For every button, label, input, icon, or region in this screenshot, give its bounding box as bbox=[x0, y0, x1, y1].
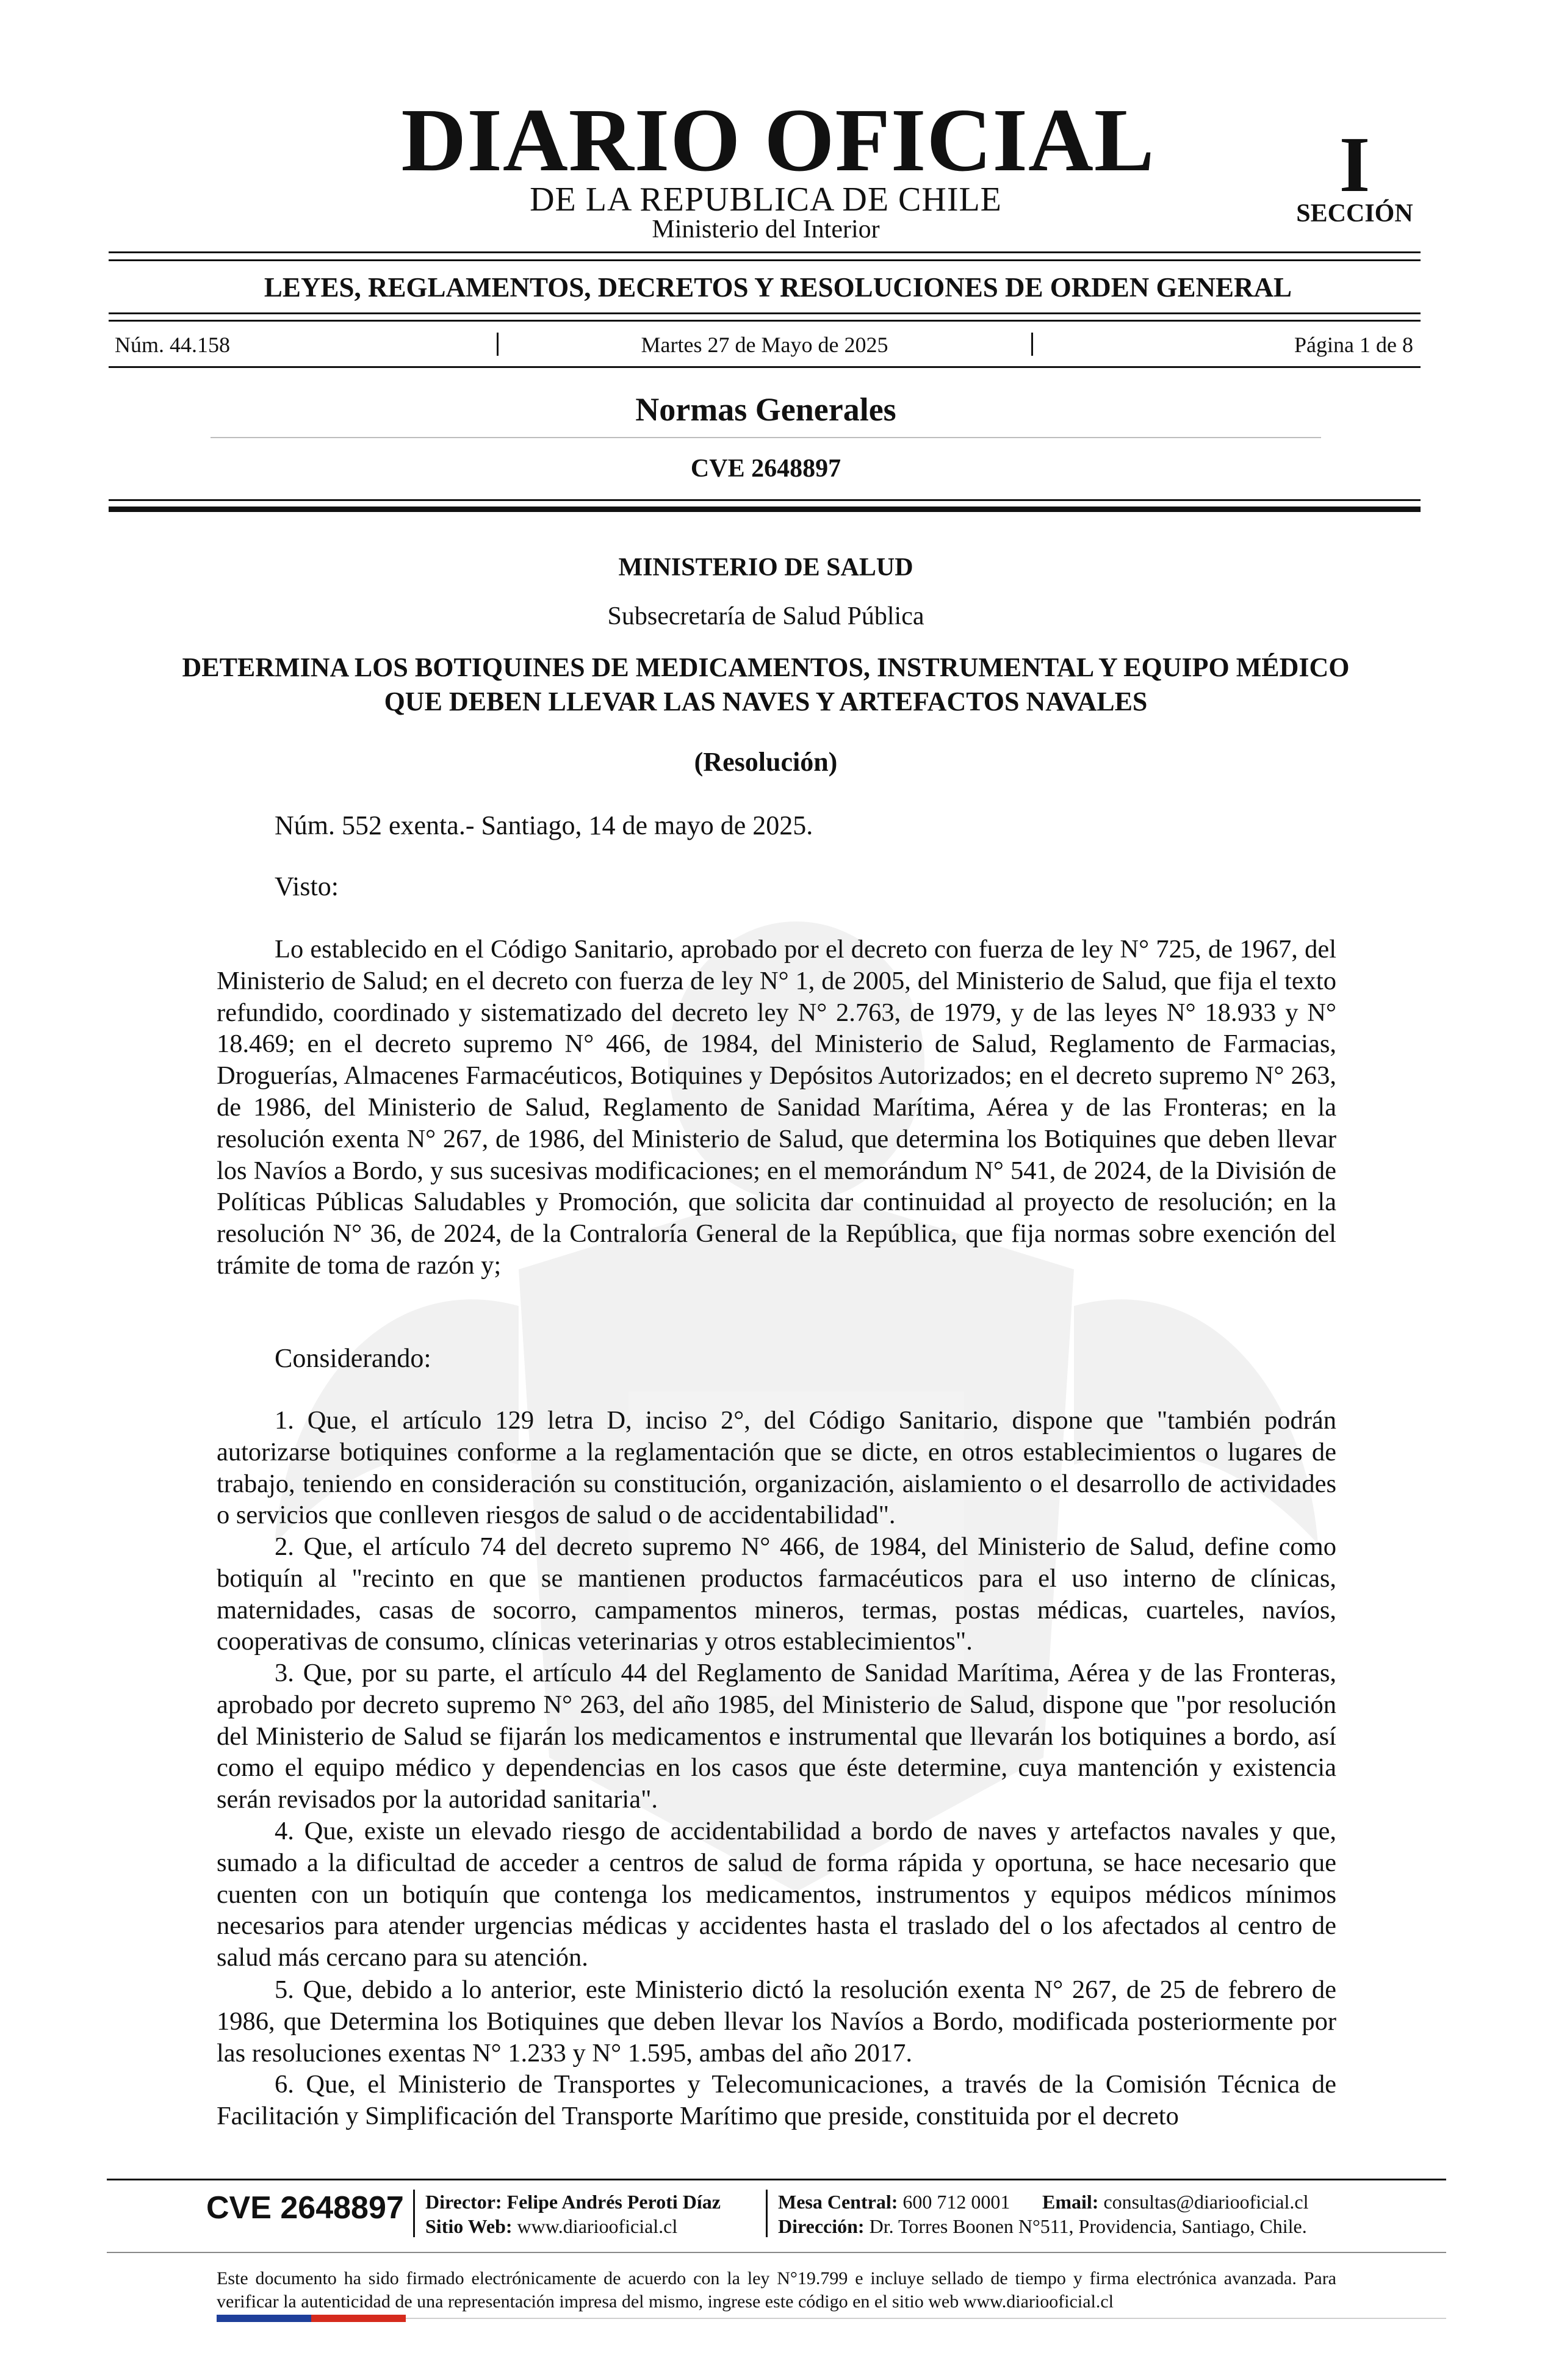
cve-rule-thin bbox=[109, 499, 1421, 501]
visto-paragraph bbox=[217, 934, 1336, 1282]
considerando-label: Considerando: bbox=[275, 1343, 431, 1373]
footer-cve-code: CVE 2648897 bbox=[206, 2190, 404, 2226]
document-type: (Resolución) bbox=[694, 747, 838, 777]
cve-rule-thick bbox=[109, 507, 1421, 512]
document-subsecretaria: Subsecretaría de Salud Pública bbox=[607, 602, 924, 630]
meta-rule bbox=[109, 366, 1421, 368]
footer-website: Sitio Web: www.diariooficial.cl bbox=[425, 2215, 678, 2237]
masthead-ministry: Ministerio del Interior bbox=[652, 215, 880, 243]
flag-stripe-red bbox=[311, 2315, 406, 2322]
masthead-divider-top bbox=[109, 251, 1421, 253]
meta-separator bbox=[1031, 331, 1034, 356]
flag-stripe-blue bbox=[217, 2315, 311, 2322]
footer-email: Email: consultas@diariooficial.cl bbox=[1042, 2191, 1309, 2213]
document-title: DETERMINA LOS BOTIQUINES DE MEDICAMENTOS, INSTRUMENTAL Y EQUIPO MÉDICO QUE DEBEN LLEVAR LAS NAVES Y ARTEFACTOS NAVALES bbox=[182, 652, 1350, 716]
considerando-6: 6. Que, el Ministerio de Transportes y Telecomunicaciones, a través de la Comisión Técnica de Facilitación y Simplificación del Transporte Marítimo que preside, constituida por el decreto bbox=[217, 2070, 1336, 2130]
visto-label: Visto: bbox=[275, 871, 339, 901]
issue-date: Martes 27 de Mayo de 2025 bbox=[641, 333, 888, 357]
considerando-2: 2. Que, el artículo 74 del decreto supremo N° 466, de 1984, del Ministerio de Salud, define como botiquín al "recinto en que se mantienen productos farmacéuticos para el uso interno de clínicas, maternidades, casas de socorro, campamentos mineros, termas, postas médicas, cuarteles, navíos, cooperativas de consumo, clínicas veterinarias y otros establecimientos". bbox=[217, 1532, 1336, 1656]
cve-code: CVE 2648897 bbox=[690, 455, 841, 483]
section-label: SECCIÓN bbox=[1296, 200, 1413, 228]
considerando-3: 3. Que, por su parte, el artículo 44 del Reglamento de Sanidad Marítima, Aérea y de las Fronteras, aprobado por decreto supremo N° 263, del año 1985, del Ministerio de Salud, dispone que "por resolución del Ministerio de Salud se fijarán los medicamentos e instrumental que llevarán los botiquines a bordo, así como el equipo médico y dependencias en los casos que éste determine, cuya mantención y existencia serán revisados por la autoridad sanitaria". bbox=[217, 1659, 1336, 1814]
header-rule-1 bbox=[109, 312, 1421, 314]
document-ministry: MINISTERIO DE SALUD bbox=[618, 554, 913, 582]
masthead-divider-bottom bbox=[109, 259, 1421, 261]
section-number: I bbox=[1339, 121, 1371, 209]
considerando-1: 1. Que, el artículo 129 letra D, inciso 2°, del Código Sanitario, dispone que "también podrán autorizarse botiquines conforme a la reglamentación que se dicte, en otros establecimientos o lugares de trabajo, teniendo en consideración su constitución, organización, aislamiento o el desarrollo de actividades o servicios que conlleven riesgos de salud o de accidentabilidad". bbox=[217, 1406, 1336, 1530]
page-count: Página 1 de 8 bbox=[1294, 333, 1413, 357]
section-header: LEYES, REGLAMENTOS, DECRETOS Y RESOLUCIONES DE ORDEN GENERAL bbox=[264, 272, 1292, 303]
considerando-5: 5. Que, debido a lo anterior, este Ministerio dictó la resolución exenta N° 267, de 25 de febrero de 1986, que Determina los Botiquines que deben llevar los Navíos a Bordo, modificada posteriormente por las resoluciones exentas N° 1.233 y N° 1.595, ambas del año 2017. bbox=[217, 1975, 1336, 2068]
footer-divider bbox=[766, 2190, 768, 2237]
footer-address: Dirección: Dr. Torres Boonen N°511, Providencia, Santiago, Chile. bbox=[778, 2215, 1307, 2237]
website-link[interactable]: www.diariooficial.cl bbox=[517, 2215, 678, 2237]
visto-text: Lo establecido en el Código Sanitario, aprobado por el decreto con fuerza de ley N° 725, de 1967, del Ministerio de Salud; en el decreto con fuerza de ley N° 1, de 2005, del Ministerio de Salud, que fija el texto refundido, coordinado y sistematizado del decreto ley N° 2.763, de 1979, y de las leyes N° 18.933 y N° 18.469; en el decreto supremo N° 466, de 1984, del Ministerio de Salud, Reglamento de Farmacias, Droguerías, Almacenes Farmacéuticos, Botiquines y Depósitos Autorizados; en el decreto supremo N° 263, de 1986, del Ministerio de Salud, Reglamento de Sanidad Marítima, Aérea y de las Fronteras; en la resolución exenta N° 267, de 1986, del Ministerio de Salud, que determina los Botiquines que deben llevar los Navíos a Bordo, y sus sucesivas modificaciones; en el memorándum N° 541, de 2024, de la División de Políticas Públicas Saludables y Promoción, que solicita dar continuidad al proyecto de resolución; en la resolución N° 36, de 2024, de la Contraloría General de la República, que fija normas sobre exención del trámite de toma de razón y; bbox=[217, 935, 1336, 1280]
issue-number: Núm. 44.158 bbox=[115, 333, 230, 357]
footer-rule-bottom bbox=[406, 2318, 1446, 2319]
footer-rule-middle bbox=[107, 2252, 1446, 2253]
email-link[interactable]: consultas@diariooficial.cl bbox=[1103, 2191, 1309, 2213]
footer-legal-note: Este documento ha sido firmado electrónicamente de acuerdo con la ley N°19.799 e incluye sellado de tiempo y firma electrónica avanzada. Para verificar la autenticidad de una representación impresa del mismo, ingrese este código en el sitio web www.diariooficial.cl bbox=[217, 2268, 1336, 2312]
masthead-title: DIARIO OFICIAL bbox=[401, 90, 1155, 190]
category-heading: Normas Generales bbox=[635, 391, 896, 428]
resolution-number: Núm. 552 exenta.- Santiago, 14 de mayo de 2025. bbox=[275, 810, 813, 840]
considerando-4: 4. Que, existe un elevado riesgo de accidentabilidad a bordo de naves y artefactos navales y que, sumado a la dificultad de acceder a centros de salud de forma rápida y oportuna, se hace necesario que cuenten con un botiquín que contenga los medicamentos, instrumentos y equipos médicos mínimos necesarios para atender urgencias médicas y accidentes hasta el traslado del o los afectados al centro de salud más cercano para su atención. bbox=[217, 1817, 1336, 1972]
category-rule bbox=[211, 437, 1321, 438]
footer-divider bbox=[413, 2190, 415, 2237]
header-rule-2 bbox=[109, 320, 1421, 322]
footer-mesa-central: Mesa Central: 600 712 0001 bbox=[778, 2191, 1010, 2213]
footer-rule-top bbox=[107, 2179, 1446, 2180]
masthead-subtitle: DE LA REPUBLICA DE CHILE bbox=[530, 181, 1002, 218]
footer-director: Director: Felipe Andrés Peroti Díaz bbox=[425, 2191, 721, 2213]
